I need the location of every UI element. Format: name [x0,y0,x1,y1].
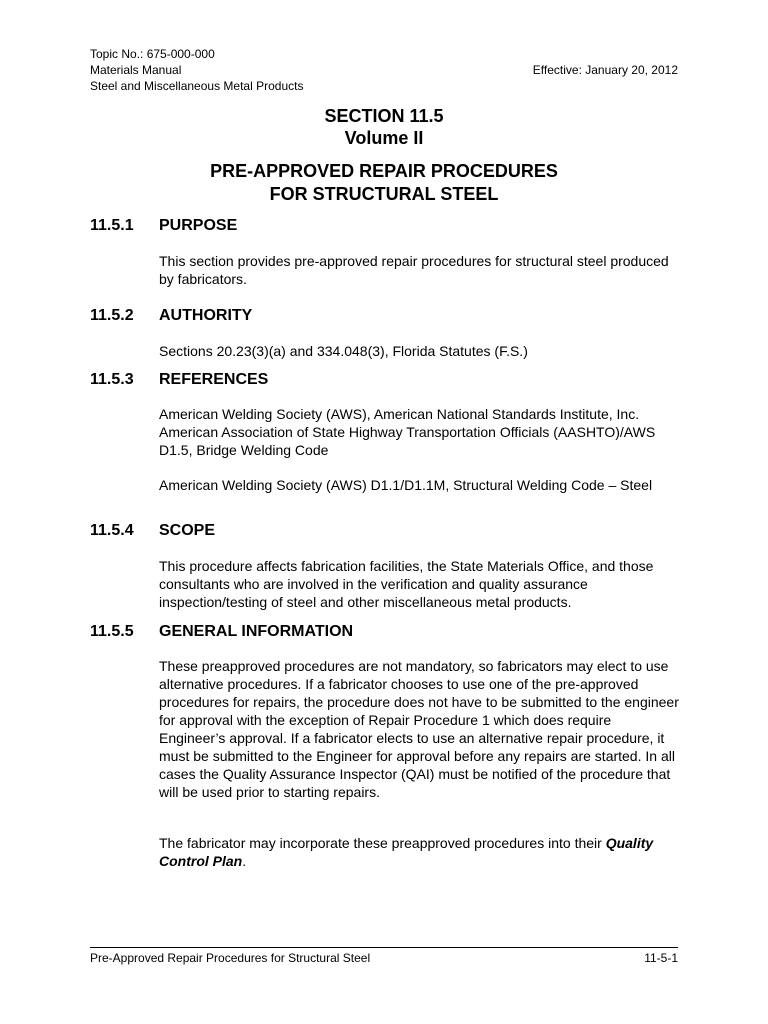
manual-subject: Steel and Miscellaneous Metal Products [90,79,304,93]
general-information-closing [159,834,679,870]
manual-name: Materials Manual [90,63,182,77]
section-number: 11.5.4 [90,522,134,539]
footer-divider [90,947,678,948]
section-heading-text: GENERAL INFORMATION [159,623,354,640]
section-heading-text: PURPOSE [159,217,238,234]
section-heading-authority [90,306,252,326]
general-information-paragraph: These preapproved procedures are not mandatory, so fabricators may elect to use alternative procedures. If a fabricator chooses to use one of the pre-approved procedures for repairs, the procedure does not have to be submitted to the engineer for approval with the exception of Repair Procedure 1 which does require Engineer’s approval. If a fabricator elects to use an alternative repair procedure, it must be submitted to the Engineer for approval before any repairs are started. In all cases the Quality Assurance Inspector (QAI) must be notified of the procedure that will be used prior to starting repairs. [159,658,679,800]
purpose-paragraph: This section provides pre-approved repair procedures for structural steel produced by fabricators. [159,253,669,287]
section-heading-general-information [90,622,353,642]
section-heading-purpose [90,216,237,236]
section-heading-text: SCOPE [159,522,216,539]
section-title: SECTION 11.5 [324,106,444,126]
section-number: 11.5.3 [90,371,134,388]
section-number: 11.5.2 [90,307,134,324]
document-title-line-1: PRE-APPROVED REPAIR PROCEDURES [210,161,558,181]
references-paragraph-1: American Welding Society (AWS), American National Standards Institute, Inc. American Association of State Highway Transportation Officials (AASHTO)/AWS D1.5, Bridge Welding Code [159,406,656,458]
scope-paragraph: This procedure affects fabrication facilities, the State Materials Office, and those consultants who are involved in the verification and quality assurance inspection/testing of steel and other miscellaneous metal products. [159,558,654,610]
section-heading-scope [90,521,215,541]
closing-text: The fabricator may incorporate these preapproved procedures into their [159,835,602,851]
closing-period: . [242,853,247,869]
page-header-left [90,46,303,94]
page-number: 11-5-1 [644,951,678,965]
section-heading-text: REFERENCES [159,371,269,388]
section-heading-references [90,370,268,390]
document-title-line-2: FOR STRUCTURAL STEEL [269,184,499,204]
references-paragraph-2: American Welding Society (AWS) D1.1/D1.1M, Structural Welding Code – Steel [159,477,653,493]
topic-number: Topic No.: 675-000-000 [90,47,215,61]
volume-title: Volume II [344,128,424,148]
section-number: 11.5.5 [90,623,134,640]
footer-title: Pre-Approved Repair Procedures for Structural Steel [90,951,371,965]
quality-control-plan-emphasis: Quality Control Plan [159,835,654,869]
section-heading-text: AUTHORITY [159,307,253,324]
authority-paragraph: Sections 20.23(3)(a) and 334.048(3), Florida Statutes (F.S.) [159,343,528,359]
effective-date: Effective: January 20, 2012 [532,63,678,77]
section-number: 11.5.1 [90,217,134,234]
